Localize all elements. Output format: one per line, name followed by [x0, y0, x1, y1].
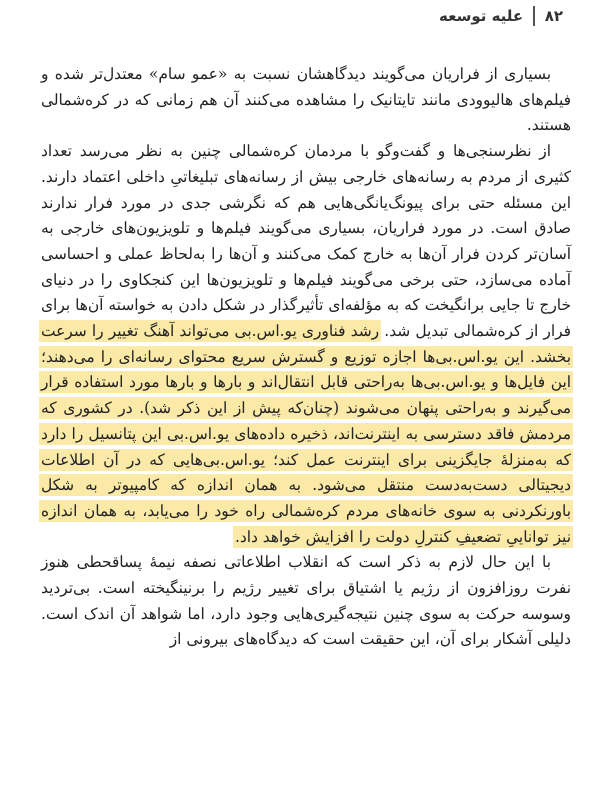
paragraph-2 [41, 139, 571, 550]
highlighted-passage: رشد فناوری یو.اس.بی می‌تواند آهنگ تغییر را سرعت بخشد. این یو.اس.بی‌ها اجازه توزیع و گسترش سریع محتوای رسانه‌ای را می‌دهند؛ این فایل‌ها و یو.اس.بی‌ها به‌راحتی قابل انتقال‌اند و بارها و بارها مورد استفاده قرار می‌گیرند و به‌راحتی پنهان می‌شوند (چنان‌که پیش از این ذکر شد). در کشوری که مردمش فاقد دسترسی به اینترنت‌اند، ذخیره داده‌های یو.اس.بی این پتانسیل را دارد که به‌منزلهٔ جایگزینی برای اینترنت عمل کند؛ یو.اس.بی‌هایی که در آن اطلاعات دیجیتالی دست‌به‌دست منتقل می‌شود. به همان اندازه که کامپیوتر به شکل باورنکردنی به سوی خانه‌های مردم کره‌شمالی راه خود را می‌یابد، به همان اندازه نیز تواناییِ تضعیفِ کنترلِ دولت را افزایش خواهد داد. [41, 322, 571, 546]
header-divider [533, 6, 535, 26]
book-title: علیه توسعه [439, 7, 524, 25]
paragraph-1: بسیاری از فراریان می‌گویند دیدگاهشان نسبت به «عمو سام» معتدل‌تر شده و فیلم‌های هالیوودی مانند تایتانیک را مشاهده می‌کنند آن هم زمانی که در کره‌شمالی هستند. [41, 65, 571, 135]
paragraph-2-text: از نظرسنجی‌ها و گفت‌وگو با مردمان کره‌شمالی چنین به نظر می‌رسد تعداد کثیری از مردم به رسانه‌های خارجی بیش از رسانه‌های تبلیغاتیِ داخلی اعتماد دارند. این مسئله حتی برای پیونگ‌یانگی‌هایی هم که نگرشی جدی در مورد فرار ندارند صادق است. در مورد فراریان، بسیاری می‌گویند فیلم‌ها و تلویزیون‌های خارجی به آسان‌تر کردن فرار آن‌ها به خارج کمک می‌کنند و آن‌ها را به‌لحاظ عملی و احساسی آماده می‌سازد، حتی برخی می‌گویند فیلم‌ها و تلویزیون‌ها این کنجکاوی را در دنیای خارج تا جایی برانگیخت که به مؤلفه‌ای تأثیرگذار در شکل دادن به خواسته آن‌ها برای فرار از کره‌شمالی تبدیل شد. [41, 142, 571, 341]
body-text [41, 62, 571, 653]
page-number: ۸۲ [544, 7, 563, 25]
paragraph-3: با این حال لازم به ذکر است که انقلاب اطلاعاتی نصفه نیمهٔ پساقحطی هنوز نفرت روزافزون از رژیم یا اشتیاق برای تغییر رژیم را برنینگیخته است. بی‌تردید وسوسه حرکت به سوی چنین نتیجه‌گیری‌هایی وجود دارد، اما شواهد آن اندک است. دلیلی آشکار برای آن، این حقیقت است که دیدگاه‌های بیرونی از [41, 553, 571, 649]
running-header [439, 6, 563, 26]
